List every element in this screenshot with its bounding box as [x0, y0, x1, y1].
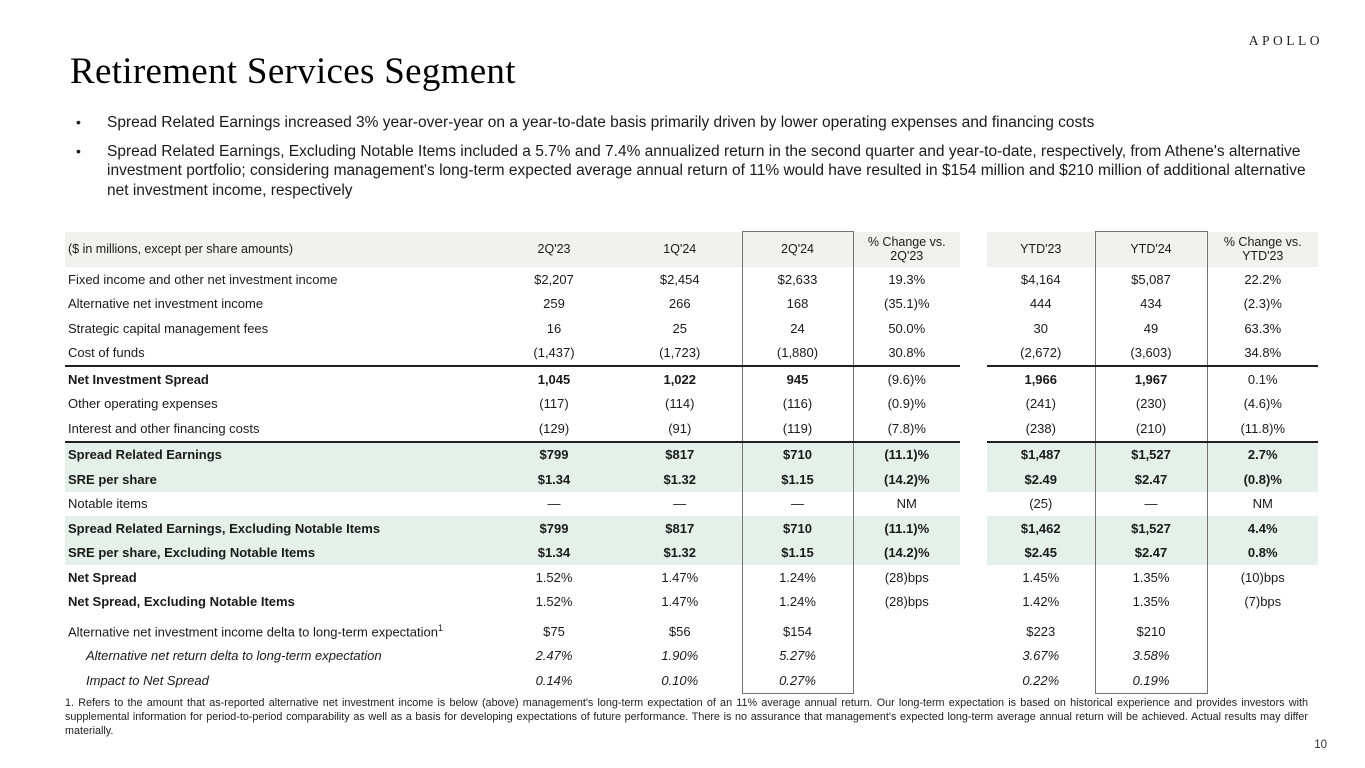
table-cell: 1,967	[1095, 366, 1207, 392]
table-cell: 24	[742, 316, 853, 341]
table-cell: 2.47%	[535, 648, 573, 664]
table-cell: $4,164	[1020, 271, 1061, 287]
table-row	[65, 668, 1318, 693]
table-cell: (14.2)%	[853, 467, 960, 492]
table-cell: ($ in millions, except per share amounts)	[65, 232, 490, 268]
table-cell: (0.8)%	[1207, 467, 1318, 492]
table-row	[65, 516, 1318, 541]
table-cell: $1.32	[618, 467, 742, 492]
table-cell: (2,672)	[1020, 345, 1062, 361]
table-cell: $817	[618, 516, 742, 541]
table-cell: $799	[490, 442, 618, 468]
table-cell: 1.42%	[1022, 594, 1060, 610]
table-cell: $1,527	[1095, 516, 1207, 541]
bullet-icon: •	[76, 114, 81, 130]
table-cell	[960, 442, 987, 468]
table-cell: 1Q'24	[618, 232, 742, 268]
table-cell: (35.1)%	[883, 296, 930, 312]
table-cell: $223	[1026, 623, 1056, 639]
table-cell: YTD'23	[987, 232, 1095, 268]
table-cell	[960, 492, 987, 517]
table-cell: 1.52%	[535, 594, 573, 610]
table-cell: (9.6)%	[853, 366, 960, 392]
table-cell: $2.45	[987, 541, 1095, 566]
table-cell	[1207, 668, 1318, 693]
page-number: 10	[1314, 739, 1327, 751]
table-cell: 0.19%	[1095, 668, 1207, 693]
table-cell: 1.24%	[742, 565, 853, 590]
table-cell: 16	[546, 320, 562, 336]
table-row	[65, 492, 1318, 517]
table-cell	[960, 416, 987, 442]
table-cell: (0.9)%	[887, 396, 926, 412]
table-cell: SRE per share, Excluding Notable Items	[65, 541, 490, 566]
table-cell: $2,207	[534, 271, 574, 287]
bullet-text: Spread Related Earnings, Excluding Notable Items included a 5.7% and 7.4% annualized return in the second quarter and year-to-date, respectively, from Athene's alternative investment portfolio; considering management's long-term expected average annual return of 11% would have resulted in $154 million and $210 million of additional alternative net investment income, respectively	[107, 142, 1306, 199]
table-cell: NM	[896, 496, 917, 512]
table-cell: Fixed income and other net investment income	[68, 271, 338, 287]
table-row	[65, 416, 1318, 442]
footnote: 1. Refers to the amount that as-reported alternative net investment income is below (above) management's long-term expectation of an 11% average annual return. Our long-term expectation is based on historical experience and provides investors with supplemental information for period-to-period comparability as well as a basis for developing expectations of future performance. There is no assurance that management's expected long-term average annual return will be achieved. Actual results may differ materially.	[65, 697, 1308, 737]
table-cell: 1,966	[987, 366, 1095, 392]
table-cell: Net Investment Spread	[65, 366, 490, 392]
table-cell: (25)	[1029, 496, 1053, 512]
table-cell: 19.3%	[888, 271, 926, 287]
table-cell	[853, 668, 960, 693]
table-cell: $1.32	[618, 541, 742, 566]
table-cell: $799	[490, 516, 618, 541]
table-cell: % Change vs. 2Q'23	[853, 232, 960, 268]
table-cell	[1207, 619, 1318, 644]
table-cell: (10)bps	[1240, 569, 1285, 585]
table-cell: Net Spread, Excluding Notable Items	[68, 594, 295, 610]
table-cell: (117)	[539, 396, 569, 412]
table-cell	[960, 541, 987, 566]
bullet-text: Spread Related Earnings increased 3% year-over-year on a year-to-date basis primarily driven by lower operating expenses and financing costs	[107, 114, 1095, 131]
table-cell: $1.34	[490, 541, 618, 566]
table-cell: 3.67%	[1022, 648, 1060, 664]
table-cell: NM	[1252, 496, 1273, 512]
table-cell	[960, 341, 987, 367]
table-cell: (238)	[1025, 420, 1056, 436]
table-cell: (116)	[742, 392, 853, 417]
apollo-logo: APOLLO	[1248, 33, 1323, 48]
table-cell: Alternative net investment income delta to long-term expectation$^1$	[68, 623, 443, 640]
table-cell: 1.47%	[661, 594, 699, 610]
table-cell: Cost of funds	[68, 345, 145, 361]
table-cell: 1.24%	[742, 590, 853, 615]
table-cell	[960, 366, 987, 392]
table-cell: 5.27%	[742, 644, 853, 669]
table-cell: 30.8%	[888, 345, 926, 361]
table-cell: $2,633	[742, 267, 853, 292]
table-cell: 30	[1033, 320, 1048, 336]
table-cell: —	[1095, 492, 1207, 517]
table-cell: 3.58%	[1095, 644, 1207, 669]
table-cell: $710	[742, 516, 853, 541]
table-cell: $710	[742, 442, 853, 468]
table-cell: 259	[543, 296, 565, 312]
table-cell: (1,437)	[533, 345, 575, 361]
table-cell: (119)	[742, 416, 853, 442]
table-cell	[853, 644, 960, 669]
table-cell: Alternative net investment income	[68, 296, 264, 312]
table-cell: (14.2)%	[853, 541, 960, 566]
table-row	[65, 467, 1318, 492]
table-row	[65, 292, 1318, 317]
bullet-list	[76, 113, 1308, 209]
table-cell: $2.49	[987, 467, 1095, 492]
table-cell: 1.35%	[1095, 590, 1207, 615]
table-cell: Interest and other financing costs	[68, 420, 260, 436]
table-row	[65, 392, 1318, 417]
table-cell: 444	[1029, 296, 1052, 312]
bullet-icon: •	[76, 142, 81, 159]
financial-table	[65, 231, 1318, 694]
table-cell: $1,487	[987, 442, 1095, 468]
table-cell: 266	[668, 296, 691, 312]
table-row	[65, 267, 1318, 292]
list-item	[76, 142, 1308, 201]
table-cell: (28)bps	[884, 569, 929, 585]
table-cell: $75	[543, 623, 565, 639]
table-cell: 434	[1095, 292, 1207, 317]
table-row	[65, 366, 1318, 392]
table-cell	[960, 565, 987, 590]
table-cell: (129)	[538, 420, 570, 436]
table-cell: $1.15	[742, 467, 853, 492]
table-cell	[960, 516, 987, 541]
table-cell: $817	[618, 442, 742, 468]
table-cell: 0.22%	[1022, 673, 1060, 688]
table-cell: (1,723)	[659, 345, 701, 361]
table-cell	[960, 232, 987, 268]
table-cell: (2.3)%	[1243, 296, 1282, 312]
page-title: Retirement Services Segment	[70, 51, 516, 92]
table-cell: 4.4%	[1207, 516, 1318, 541]
table-cell: 1.90%	[661, 648, 699, 664]
table-cell	[960, 467, 987, 492]
table-header	[65, 232, 1318, 268]
table-cell	[960, 590, 987, 615]
table-cell	[960, 267, 987, 292]
table-cell: SRE per share	[65, 467, 490, 492]
table-cell: 49	[1095, 316, 1207, 341]
table-cell	[960, 619, 987, 644]
table-cell	[960, 292, 987, 317]
table-row	[65, 442, 1318, 468]
table-cell: Impact to Net Spread	[86, 673, 209, 688]
table-cell: 945	[742, 366, 853, 392]
table-cell	[1207, 644, 1318, 669]
table-cell	[853, 619, 960, 644]
table-cell: (91)	[668, 420, 692, 436]
table-cell: $154	[742, 619, 853, 644]
table-cell: $2.47	[1095, 541, 1207, 566]
table-cell: 1.45%	[1022, 569, 1060, 585]
table-cell: YTD'24	[1095, 232, 1207, 268]
table-header-row	[65, 232, 1318, 268]
table-cell: 34.8%	[1244, 345, 1282, 361]
table-cell: % Change vs. YTD'23	[1207, 232, 1318, 268]
table-cell: (114)	[665, 396, 695, 412]
table-row	[65, 619, 1318, 644]
table-cell: (7)bps	[1244, 594, 1282, 610]
table-cell: Net Spread	[68, 569, 137, 585]
table-cell: 1.35%	[1095, 565, 1207, 590]
table-cell: Spread Related Earnings, Excluding Notable Items	[65, 516, 490, 541]
table-cell: 1,022	[618, 366, 742, 392]
table-cell: (28)bps	[884, 594, 929, 610]
table-cell	[960, 392, 987, 417]
table-cell: Other operating expenses	[68, 396, 218, 412]
table-cell: Spread Related Earnings	[65, 442, 490, 468]
table-cell: (230)	[1095, 392, 1207, 417]
table-row	[65, 565, 1318, 590]
financial-table-container	[65, 231, 1318, 694]
table-cell: (4.6)%	[1243, 396, 1282, 412]
table-cell: 0.1%	[1207, 366, 1318, 392]
table-cell: Notable items	[68, 496, 148, 512]
table-cell: $2,454	[659, 271, 700, 287]
table-cell: (11.8)%	[1240, 420, 1286, 436]
table-cell: $2.47	[1095, 467, 1207, 492]
table-cell	[960, 316, 987, 341]
table-cell: Alternative net return delta to long-term expectation	[86, 648, 382, 664]
table-cell: $1,527	[1095, 442, 1207, 468]
table-cell: (7.8)%	[887, 420, 926, 436]
table-cell: 0.27%	[742, 668, 853, 693]
table-cell: (3,603)	[1095, 341, 1207, 367]
table-cell: (210)	[1095, 416, 1207, 442]
table-cell: 0.14%	[535, 673, 573, 688]
table-cell: —	[742, 492, 853, 517]
table-row	[65, 541, 1318, 566]
table-cell: $1,462	[987, 516, 1095, 541]
table-cell: $5,087	[1095, 267, 1207, 292]
table-row	[65, 644, 1318, 669]
table-cell: 2Q'23	[490, 232, 618, 268]
table-cell: 0.10%	[661, 673, 699, 688]
list-item	[76, 113, 1308, 133]
table-cell: (11.1)%	[853, 442, 960, 468]
table-cell: $1.34	[490, 467, 618, 492]
table-row	[65, 590, 1318, 615]
table-cell: 2.7%	[1207, 442, 1318, 468]
table-cell: (1,880)	[742, 341, 853, 367]
table-cell: 22.2%	[1244, 271, 1282, 287]
table-cell: 50.0%	[888, 320, 926, 336]
table-cell: 2Q'24	[742, 232, 853, 268]
table-cell: 25	[672, 320, 687, 336]
table-cell: $1.15	[742, 541, 853, 566]
table-cell: —	[673, 496, 687, 512]
table-cell: 168	[742, 292, 853, 317]
table-body	[65, 267, 1318, 693]
table-row	[65, 341, 1318, 367]
table-cell: (241)	[1025, 396, 1056, 412]
table-cell: —	[547, 496, 561, 512]
table-cell: 0.8%	[1207, 541, 1318, 566]
table-cell: $56	[668, 623, 691, 639]
table-cell: (11.1)%	[853, 516, 960, 541]
table-cell: 1.52%	[535, 569, 573, 585]
table-cell	[960, 668, 987, 693]
table-cell: 1.47%	[661, 569, 699, 585]
table-cell: 63.3%	[1244, 320, 1282, 336]
table-cell: 1,045	[490, 366, 618, 392]
table-cell: $210	[1095, 619, 1207, 644]
table-cell: Strategic capital management fees	[68, 320, 269, 336]
table-cell	[960, 644, 987, 669]
table-row	[65, 316, 1318, 341]
